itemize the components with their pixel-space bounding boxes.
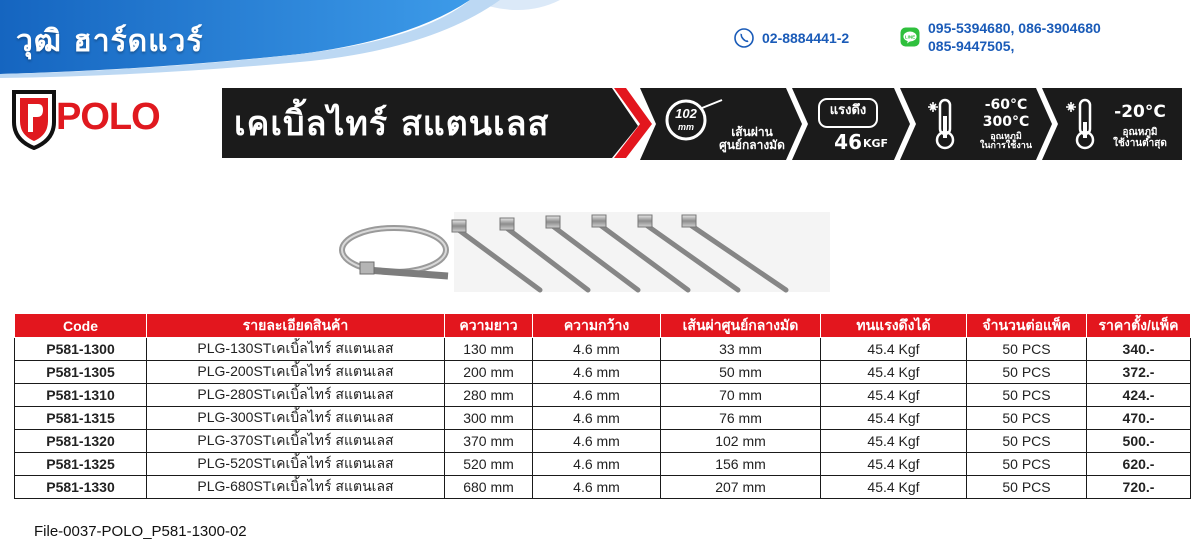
tensile-label: แรงดึง	[829, 103, 867, 118]
badge-operating-temperature	[900, 88, 1052, 160]
cell-bundle-diameter: 156 mm	[661, 453, 821, 476]
cell-length: 520 mm	[445, 453, 533, 476]
column-header-bundle-diameter: เส้นผ่าศูนย์กลางมัด	[661, 314, 821, 338]
thermometer-snow-icon	[922, 96, 968, 152]
column-header-code: Code	[15, 314, 147, 338]
table-row	[15, 430, 1191, 453]
cell-tensile-strength: 45.4 Kgf	[821, 430, 967, 453]
cell-width: 4.6 mm	[533, 384, 661, 407]
cell-bundle-diameter: 207 mm	[661, 476, 821, 499]
shop-name: วุฒิ ฮาร์ดแวร์	[16, 24, 204, 59]
cell-code: P581-1325	[15, 453, 147, 476]
cell-code: P581-1300	[15, 338, 147, 361]
line-app-icon	[900, 27, 920, 47]
cell-width: 4.6 mm	[533, 453, 661, 476]
cell-price: 372.-	[1087, 361, 1191, 384]
column-header-tensile-strength: ทนแรงดึงได้	[821, 314, 967, 338]
cell-width: 4.6 mm	[533, 407, 661, 430]
cell-width: 4.6 mm	[533, 476, 661, 499]
cell-pack-quantity: 50 PCS	[967, 384, 1087, 407]
cell-code: P581-1330	[15, 476, 147, 499]
cell-tensile-strength: 45.4 Kgf	[821, 476, 967, 499]
badge-bundle-diameter	[640, 88, 802, 160]
table-row	[15, 476, 1191, 499]
badge-minimum-temperature	[1042, 88, 1182, 160]
phone-icon	[734, 28, 754, 48]
cell-pack-quantity: 50 PCS	[967, 407, 1087, 430]
badge-background	[1042, 88, 1182, 160]
cell-length: 130 mm	[445, 338, 533, 361]
cell-bundle-diameter: 102 mm	[661, 430, 821, 453]
cell-length: 680 mm	[445, 476, 533, 499]
operating-temp-label-line2: ในการใช้งาน	[980, 141, 1032, 152]
cell-price: 620.-	[1087, 453, 1191, 476]
coiled-cable-tie-image	[342, 228, 448, 276]
mobile-numbers-line1: 095-5394680, 086-3904680	[928, 20, 1101, 36]
cell-description: PLG-680STเคเบิ้ลไทร์ สแตนเลส	[147, 476, 445, 499]
cell-tensile-strength: 45.4 Kgf	[821, 407, 967, 430]
diameter-label-line1: เส้นผ่าน	[731, 125, 773, 139]
cell-length: 300 mm	[445, 407, 533, 430]
operating-temp-max: 300°C	[982, 114, 1030, 130]
mobile-numbers-line2: 085-9447505,	[928, 38, 1015, 54]
brand-logo-text: POLO	[56, 96, 160, 138]
cell-description: PLG-300STเคเบิ้ลไทร์ สแตนเลส	[147, 407, 445, 430]
svg-text:LINE: LINE	[904, 34, 916, 40]
cell-tensile-strength: 45.4 Kgf	[821, 361, 967, 384]
table-header-row	[15, 314, 1191, 338]
cell-width: 4.6 mm	[533, 361, 661, 384]
page-title: เคเบิ้ลไทร์ สแตนเลส	[234, 104, 550, 144]
cell-pack-quantity: 50 PCS	[967, 361, 1087, 384]
cell-price: 340.-	[1087, 338, 1191, 361]
column-header-price: ราคาตั้ง/แพ็ค	[1087, 314, 1191, 338]
column-header-pack-quantity: จำนวนต่อแพ็ค	[967, 314, 1087, 338]
cell-tensile-strength: 45.4 Kgf	[821, 384, 967, 407]
cell-bundle-diameter: 33 mm	[661, 338, 821, 361]
cell-tensile-strength: 45.4 Kgf	[821, 338, 967, 361]
cell-pack-quantity: 50 PCS	[967, 430, 1087, 453]
column-header-width: ความกว้าง	[533, 314, 661, 338]
polo-logo	[10, 88, 160, 150]
cell-description: PLG-370STเคเบิ้ลไทร์ สแตนเลส	[147, 430, 445, 453]
cell-price: 470.-	[1087, 407, 1191, 430]
diameter-value: 102	[675, 106, 697, 121]
min-temp-label-line2: ใช้งานต่ำสุด	[1113, 137, 1167, 149]
table-row	[15, 407, 1191, 430]
cell-width: 4.6 mm	[533, 338, 661, 361]
cell-bundle-diameter: 70 mm	[661, 384, 821, 407]
cell-code: P581-1305	[15, 361, 147, 384]
shop-banner	[0, 0, 560, 78]
cell-price: 424.-	[1087, 384, 1191, 407]
tensile-unit: KGF	[863, 137, 889, 150]
operating-temp-label-line1: อุณหภูมิ	[990, 132, 1022, 142]
cell-bundle-diameter: 50 mm	[661, 361, 821, 384]
polo-shield-icon	[10, 88, 58, 150]
cell-bundle-diameter: 76 mm	[661, 407, 821, 430]
cell-pack-quantity: 50 PCS	[967, 476, 1087, 499]
cell-code: P581-1320	[15, 430, 147, 453]
diameter-label-line2: ศูนย์กลางมัด	[719, 137, 785, 152]
cell-description: PLG-520STเคเบิ้ลไทร์ สแตนเลส	[147, 453, 445, 476]
diameter-unit: mm	[677, 122, 695, 132]
cell-description: PLG-200STเคเบิ้ลไทร์ สแตนเลส	[147, 361, 445, 384]
cell-pack-quantity: 50 PCS	[967, 453, 1087, 476]
cell-width: 4.6 mm	[533, 430, 661, 453]
cell-code: P581-1310	[15, 384, 147, 407]
tensile-value: 46	[834, 130, 862, 154]
table-row	[15, 384, 1191, 407]
column-header-length: ความยาว	[445, 314, 533, 338]
operating-temp-min: -60°C	[984, 97, 1028, 113]
table-row	[15, 453, 1191, 476]
cell-price: 720.-	[1087, 476, 1191, 499]
table-row	[15, 361, 1191, 384]
cell-tensile-strength: 45.4 Kgf	[821, 453, 967, 476]
min-temp-label-line1: อุณหภูมิ	[1122, 127, 1158, 138]
price-table	[14, 313, 1191, 499]
min-temp-value: -20°C	[1114, 102, 1166, 122]
cell-length: 280 mm	[445, 384, 533, 407]
column-header-description: รายละเอียดสินค้า	[147, 314, 445, 338]
cell-price: 500.-	[1087, 430, 1191, 453]
badge-tensile-strength	[792, 88, 910, 160]
phone-number: 02-8884441-2	[762, 30, 850, 46]
cell-pack-quantity: 50 PCS	[967, 338, 1087, 361]
cell-description: PLG-130STเคเบิ้ลไทร์ สแตนเลส	[147, 338, 445, 361]
table-row	[15, 338, 1191, 361]
cell-length: 200 mm	[445, 361, 533, 384]
thermometer-snow-icon	[1064, 96, 1104, 152]
file-name-label: File-0037-POLO_P581-1300-02	[34, 523, 247, 540]
cell-description: PLG-280STเคเบิ้ลไทร์ สแตนเลส	[147, 384, 445, 407]
cell-code: P581-1315	[15, 407, 147, 430]
product-photo	[336, 212, 830, 294]
cell-length: 370 mm	[445, 430, 533, 453]
